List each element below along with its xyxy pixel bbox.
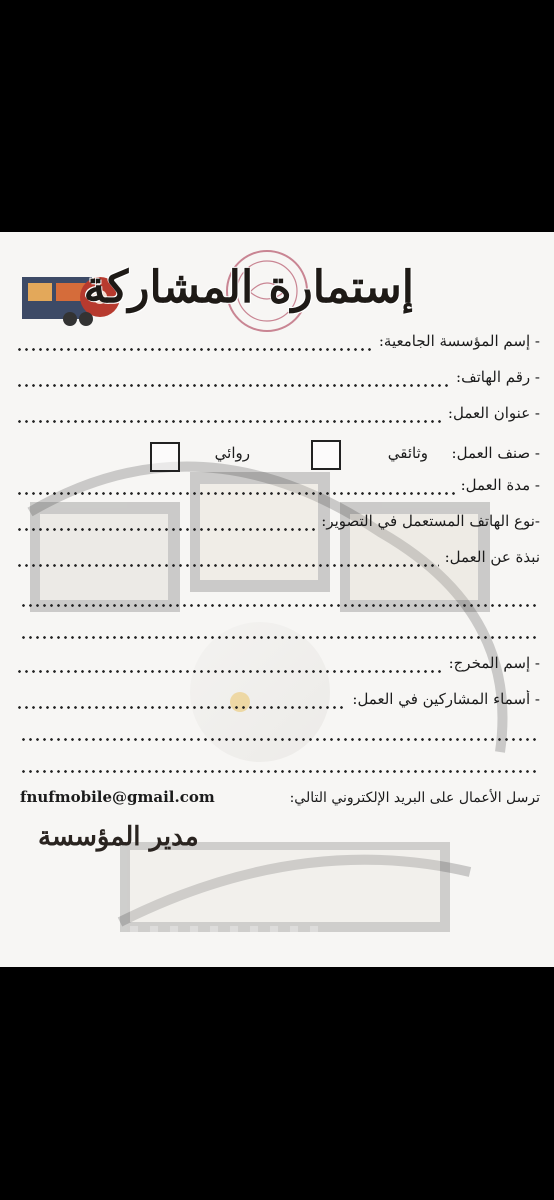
summary-extra-line-2[interactable] <box>20 636 536 639</box>
duration-input-line[interactable] <box>16 492 455 495</box>
summary-extra-line-1[interactable] <box>20 604 536 607</box>
director-label: - إسم المخرج: <box>448 654 540 672</box>
summary-input-line[interactable] <box>16 564 439 567</box>
contact-email[interactable]: fnufmobile@gmail.com <box>20 788 215 806</box>
fiction-option-label: روائي <box>214 444 250 462</box>
participants-extra-line-1[interactable] <box>20 738 536 741</box>
director-row <box>14 654 540 680</box>
submission-info <box>20 788 540 812</box>
work-type-label: - صنف العمل: <box>451 444 540 462</box>
participants-input-line[interactable] <box>16 706 346 709</box>
fiction-checkbox[interactable] <box>150 442 180 472</box>
work-title-label: - عنوان العمل: <box>447 404 540 422</box>
send-instruction: ترسل الأعمال على البريد الإلكتروني التالي: <box>289 790 540 806</box>
participants-row <box>14 690 540 716</box>
institution-label: - إسم المؤسسة الجامعية: <box>378 332 540 350</box>
phone-label: - رقم الهاتف: <box>456 368 540 386</box>
documentary-checkbox[interactable] <box>311 440 341 470</box>
duration-label: - مدة العمل: <box>460 476 540 494</box>
documentary-option-label: وثائقي <box>387 444 428 462</box>
form-title: إستمارة المشاركة <box>83 262 414 313</box>
institution-row <box>14 332 540 358</box>
institution-input-line[interactable] <box>16 348 373 351</box>
phone-row <box>14 368 540 394</box>
work-title-row <box>14 404 540 430</box>
phone-type-input-line[interactable] <box>16 528 315 531</box>
director-input-line[interactable] <box>16 670 443 673</box>
summary-row <box>14 548 540 574</box>
participants-label: - أسماء المشاركين في العمل: <box>352 690 540 708</box>
participation-form-sheet <box>0 232 554 967</box>
work-title-input-line[interactable] <box>16 420 442 423</box>
phone-type-row <box>14 512 540 538</box>
phone-type-label: -نوع الهاتف المستعمل في التصوير: <box>321 512 540 530</box>
director-signature: مدير المؤسسة <box>38 822 199 852</box>
work-type-row <box>0 440 540 474</box>
participants-extra-line-2[interactable] <box>20 770 536 773</box>
phone-input-line[interactable] <box>16 384 450 387</box>
summary-label: نبذة عن العمل: <box>444 548 540 566</box>
duration-row <box>14 476 540 502</box>
